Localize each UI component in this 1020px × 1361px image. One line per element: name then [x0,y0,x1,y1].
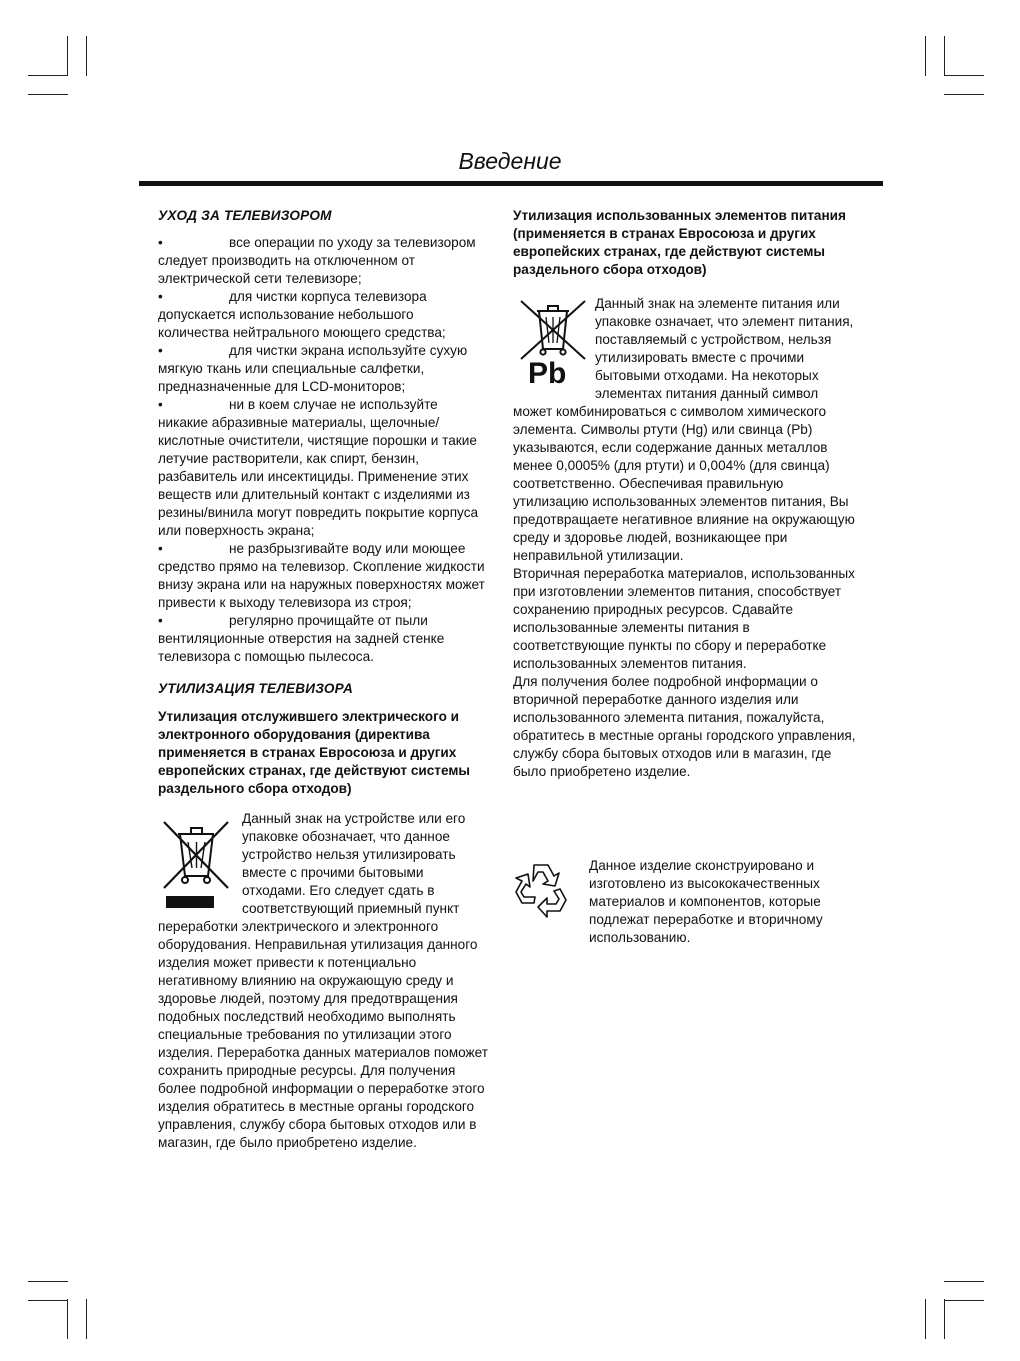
pb-battery-symbol [513,297,593,397]
page-title: Введение [458,148,562,174]
bullet-icon: • [158,613,163,628]
crop-mark [67,36,68,76]
title-rule [139,181,883,186]
care-bullet: • все операции по уходу за телевизором следует производить на отключенном от электрической сети телевизоре; [158,235,476,286]
battery-more-info: Для получения более подробной информации о вторичной переработке данного изделия или использованного элемента питания, пожалуйста, обратитесь в местные органы городского управления, службу сбора бытовых отходов или в магазин, где было приобретено изделие. [513,674,856,779]
bullet-icon: • [158,235,163,250]
battery-heading: Утилизация использованных элементов питания (применяется в странах Евросоюза и других европейских странах, где действуют системы раздельного сбора отходов) [513,208,846,277]
care-bullet: • ни в коем случае не используйте никакие абразивные материалы, щелочные/кислотные очистители, чистящие порошки и такие летучие растворители, как спирт, бензин, разбавитель или инсектициды. Применение этих веществ или длительный контакт с изделиями из резины/винила могут повредить покрытие корпуса или поверхность экрана; [158,397,479,538]
weee-text: Данный знак на устройстве или его упаковке обозначает, что данное устройство нельзя утилизировать вместе с прочими бытовыми отходами. Его следует сдать в соответствующий приемный пункт переработки электрического и электронного оборудования. Неправильная утилизация данного изделия может привести к потенциально негативному влиянию на окружающую среду и здоровье людей, поэтому для предотвращения подобных последствий необходимо выполнять специальные требования по утилизации этого изделия. Переработка данных материалов поможет сохранить природные ресурсы. Для получения более подробной информации о переработке этого изделия обратитесь в местные органы городского управления, службу сбора бытовых отходов или в магазин, где было приобретено изделие. [158,811,488,1150]
bullet-icon: • [158,541,163,556]
pb-label: Pb [528,357,567,390]
battery-recycling-text: Вторичная переработка материалов, использованных при изготовлении элементов питания, способствует сохранению природных ресурсов. Сдавайте использованные элементы питания в соответствующие пункты по сбору и переработке использованных элементов питания. [513,566,855,671]
care-bullet: • для чистки корпуса телевизора допускается использование небольшого количества нейтрального моющего средства; [158,289,446,340]
crop-mark [944,75,984,76]
crop-mark [28,75,68,76]
bullet-icon: • [158,343,163,358]
recycle-text: Данное изделие сконструировано и изготовлено из высококачественных материалов и компонентов, которые подлежат переработке и вторичному использованию. [589,858,823,945]
crop-mark [944,1300,984,1301]
weee-heading: Утилизация отслужившего электрического и электронного оборудования (директива применяется в странах Евросоюза и других европейских странах, где действуют системы раздельного сбора отходов) [158,709,471,796]
crossed-bin-icon [158,814,234,914]
care-bullet: • не разбрызгивайте воду или моющее средство прямо на телевизор. Скопление жидкости внизу экрана или на наружных поверхностях может привести к выходу телевизора из строя; [158,541,485,610]
battery-text: Данный знак на элементе питания или упаковке означает, что элемент питания, поставляемый с устройством, нельзя утилизировать вместе с прочими бытовыми отходами. На некоторых элементах питания данный символ может комбинироваться с символом химического элемента. Символы ртути (Hg) или свинца (Pb) указываются, если содержание данных металлов менее 0,0005% (для ртути) и 0,004% (для свинца) соответственно. Обеспечивая правильную утилизацию использованных элементов питания, Вы предотвращаете негативное влияние на окружающую среду и здоровье людей, возникающее при неправильной утилизации. [513,296,855,563]
crop-mark [944,36,945,76]
battery-block [513,295,856,565]
crop-mark [86,36,87,76]
crop-mark [67,1299,68,1339]
bullet-icon: • [158,397,163,412]
disposal-section-title: УТИЛИЗАЦИЯ ТЕЛЕВИЗОРА [158,681,354,696]
care-bullet: • для чистки экрана используйте сухую мягкую ткань или специальные салфетки, предназначенные для LCD-мониторов; [158,343,468,394]
weee-block [158,810,488,1152]
crop-mark [28,1281,68,1282]
left-column [158,207,488,1152]
right-column [513,207,856,781]
crop-mark [925,36,926,76]
crop-mark [28,94,68,95]
crop-mark [28,1300,68,1301]
care-bullet: • регулярно прочищайте от пыли вентиляционные отверстия на задней стенке телевизора с помощью пылесоса. [158,613,445,664]
crop-mark [944,1299,945,1339]
crop-mark [944,1281,984,1282]
crop-mark [86,1299,87,1339]
care-section-title: УХОД ЗА ТЕЛЕВИЗОРОМ [158,208,332,223]
crop-mark [944,94,984,95]
bullet-icon: • [158,289,163,304]
crop-mark [925,1299,926,1339]
recycle-icon [510,857,572,919]
